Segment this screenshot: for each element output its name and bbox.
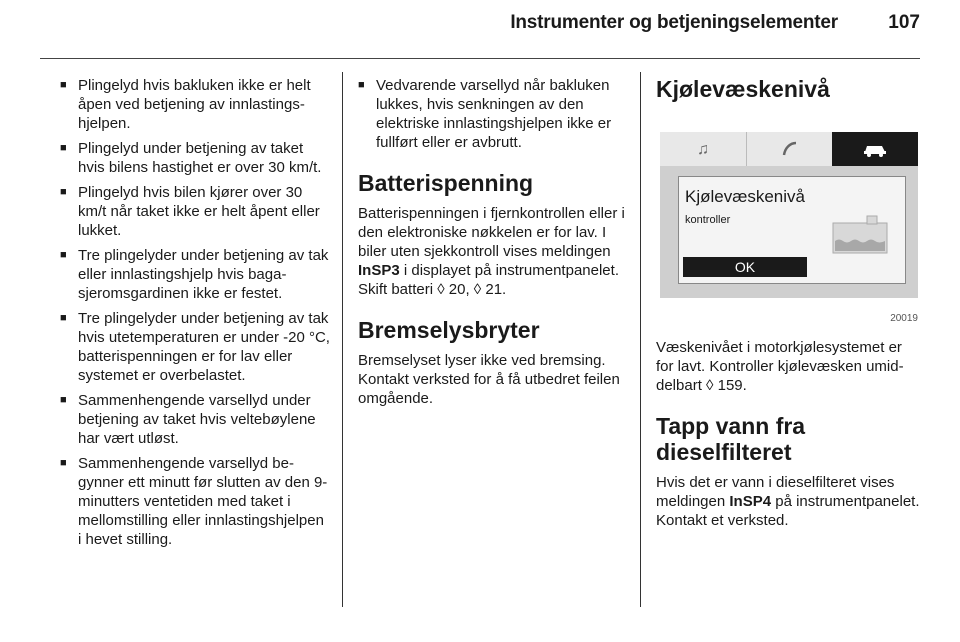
car-icon <box>862 141 888 157</box>
list-item: ■ Plingelyd under betjening av taket hvis bilens hastighet er over 30 km/t. <box>60 139 330 177</box>
battery-heading: Batterispenning <box>358 170 534 196</box>
list-item: ■ Plingelyd hvis bakluken ikke er helt åpen ved betjening av innlastingshjelpen. <box>60 76 330 133</box>
battery-code: InSP3 <box>358 262 400 279</box>
brake-text: Bremselyset lyser ikke ved bremsing. Kontakt verksted for å få utbedret feilen omgående. <box>358 352 620 407</box>
battery-text-part: Batterispenningen i fjernkontrollen eller i den elektroniske nøkkelen er for lav. I biler uten sjekkontroll vises meldingen <box>358 205 625 260</box>
list-item: ■ Tre plingelyder under betjening av tak hvis utetemperaturen er under -20 °C, batterispenningen er for lav eller systemet er overbelastet. <box>60 309 330 385</box>
header-divider <box>40 58 920 59</box>
tab-vehicle <box>832 132 918 166</box>
coolant-text: Væskenivået i motorkjølesystemet er for lavt. Kontroller kjølevæsken umiddelbart ◊ 159. <box>656 339 904 394</box>
note-icon: ♫ <box>697 140 709 158</box>
message-box <box>678 176 906 284</box>
list-item: ■ Sammenhengende varsellyd under betjening av taket hvis veltebøylene har vært utløst. <box>60 391 330 448</box>
list-item: ■ Plingelyd hvis bilen kjører over 30 km/t når taket ikke er helt åpent eller lukket. <box>60 183 330 240</box>
battery-text-part: i displayet på instrumentpanelet. Skift batteri ◊ 20, ◊ 21. <box>358 262 619 298</box>
display-tab-bar <box>660 132 918 166</box>
coolant-display-figure <box>660 116 918 328</box>
diesel-filter-text-part: Hvis det er vann i dieselfilteret vises meldingen <box>656 474 895 510</box>
coolant-reservoir-icon <box>831 215 889 255</box>
ok-button: OK <box>683 257 807 277</box>
diesel-filter-text <box>656 473 922 530</box>
brake-heading: Bremselysbryter <box>358 317 540 343</box>
diesel-filter-text-part: på instrumentpanelet. Kontakt et verksted. <box>656 493 920 529</box>
header-title: Instrumenter og betjeningselementer <box>510 12 838 33</box>
message-title: Kjølevæskenivå <box>685 187 805 206</box>
diesel-filter-code: InSP4 <box>729 493 772 510</box>
column-divider-2 <box>640 72 641 607</box>
tab-phone <box>746 132 833 166</box>
column-divider-1 <box>342 72 343 607</box>
bullet-list <box>60 76 330 549</box>
message-subtitle: kontroller <box>685 214 731 226</box>
battery-text <box>358 204 626 299</box>
page-number: 107 <box>888 12 920 33</box>
coolant-heading: Kjølevæskenivå <box>656 76 830 102</box>
phone-icon <box>781 140 799 158</box>
tab-audio <box>660 132 746 166</box>
display-panel <box>660 166 918 298</box>
column-3 <box>656 76 922 548</box>
bullet-list <box>358 76 626 152</box>
list-item: ■ Sammenhengende varsellyd begynner ett minutt før slutten av den 9-minutters ventetiden med taket i mellomstilling eller innlastingshjelpen i hevet stilling. <box>60 454 330 549</box>
column-1 <box>60 76 330 555</box>
column-2 <box>358 76 626 426</box>
figure-code: 20019 <box>890 313 918 324</box>
list-item: ■ Vedvarende varsellyd når bakluken lukkes, hvis senkningen av den elektriske innlastingshjelpen ikke er fullført eller er avbrutt. <box>358 76 626 152</box>
list-item: ■ Tre plingelyder under betjening av tak eller innlastingshjelp hvis bagasjeromsgardinen ikke er festet. <box>60 246 330 303</box>
diesel-filter-heading: Tapp vann fra dieselfilteret <box>656 413 806 465</box>
